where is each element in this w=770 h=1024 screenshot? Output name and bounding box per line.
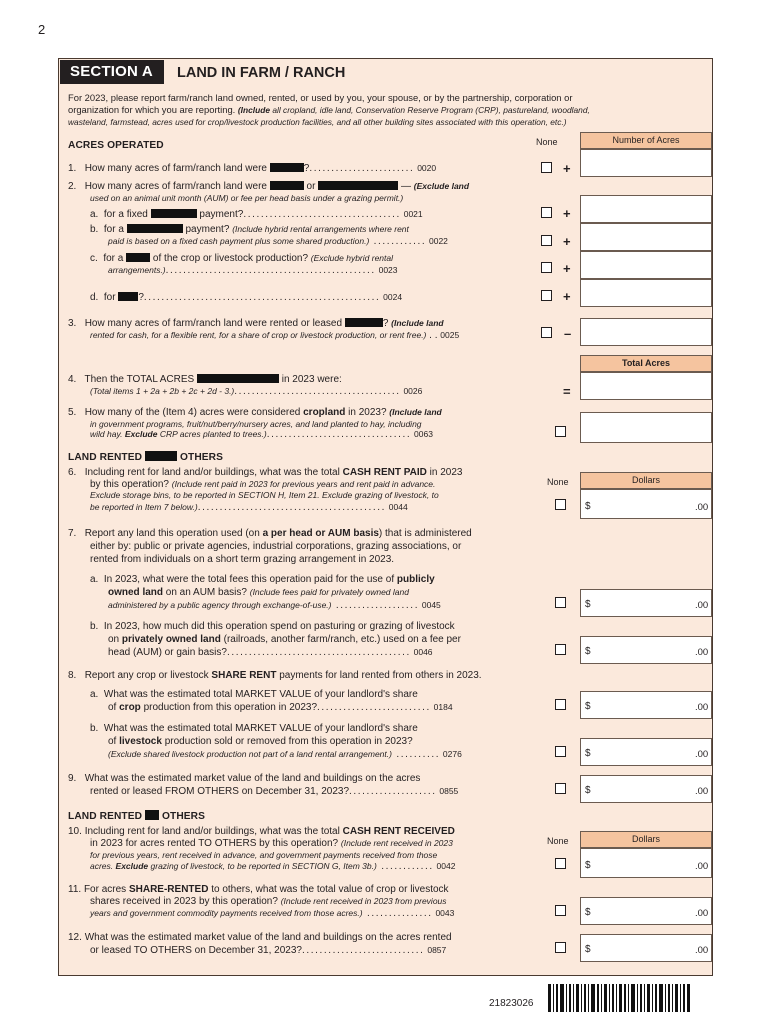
- q-text-c: in 2023?: [348, 407, 387, 418]
- q-num: 7.: [68, 528, 77, 539]
- q-line-2: (Total items 1 + 2a + 2b + 2c + 2d - 3.): [90, 386, 235, 396]
- cents: .00: [695, 749, 709, 760]
- redaction: [145, 810, 159, 820]
- q-num: d.: [90, 292, 99, 303]
- q-tail: in 2023 were:: [281, 374, 342, 385]
- q-line-2b: crop: [119, 702, 141, 713]
- question-10-line-4: acres. Exclude grazing of livestock, to be reported in SECTION G, Item 3b.) ............ 0042: [90, 861, 456, 872]
- dollar-sign: $: [585, 944, 591, 955]
- q-line-2c: (Include fees paid for privately owned land: [249, 587, 409, 597]
- redaction: [345, 318, 383, 327]
- rented-to-none-label: None: [547, 836, 569, 846]
- checkbox-0063[interactable]: [555, 426, 566, 437]
- q-text: What was the estimated market value of the land and buildings on the acres: [84, 773, 421, 784]
- dollars-input-0184[interactable]: [580, 691, 712, 719]
- acres-input-0021[interactable]: [580, 195, 712, 223]
- q-line-4c: grazing of livestock, to be reported in SECTION G, Item 3b.): [150, 861, 377, 871]
- plus-sign: +: [563, 289, 571, 304]
- redaction: [126, 253, 150, 262]
- q-tail: ?: [303, 163, 310, 174]
- redaction: [145, 451, 177, 461]
- none-checkbox-0025[interactable]: [541, 327, 552, 338]
- q-tail: ?: [138, 292, 144, 303]
- redaction: [270, 181, 304, 190]
- question-8b-line-3: (Exclude shared livestock production not part of a land rental arrangement.) .......... 0276: [108, 749, 462, 760]
- q-tail: of the crop or livestock production?: [152, 253, 309, 264]
- question-4: [68, 374, 342, 386]
- q-tail-italic: (Exclude hybrid rental: [310, 253, 394, 263]
- item-code: 0020: [417, 163, 437, 173]
- item-code: 0046: [413, 647, 433, 657]
- acres-operated-heading: ACRES OPERATED: [68, 140, 164, 151]
- q-line-2b: (Include rent paid in 2023 for previous years and rent paid in advance.: [171, 479, 436, 489]
- cents: .00: [695, 908, 709, 919]
- question-5: [68, 407, 442, 419]
- q-num: 6.: [68, 467, 77, 478]
- q-text-c: payments for land rented from others in 2023.: [279, 670, 482, 681]
- q-num: a.: [90, 689, 99, 700]
- q-text: For acres: [83, 884, 127, 895]
- item-code: 0063: [414, 429, 433, 439]
- q-text-c: in 2023: [429, 467, 463, 478]
- q-line-2b: on an AUM basis?: [165, 587, 247, 598]
- q-line-2a: owned land: [108, 587, 163, 598]
- cents: .00: [695, 647, 709, 658]
- intro-line-2: organization for which you are reporting.: [68, 103, 236, 115]
- q-num: b.: [90, 723, 99, 734]
- q-text: Then the TOTAL ACRES: [84, 374, 195, 385]
- q-text-c: to others, what was the total value of crop or livestock: [211, 884, 449, 895]
- q-num: 2.: [68, 181, 77, 192]
- q-num: b.: [90, 224, 99, 235]
- rented-to-dollars-header: Dollars: [580, 831, 712, 848]
- none-checkbox-0857[interactable]: [555, 942, 566, 953]
- dollar-sign: $: [585, 646, 591, 657]
- cents: .00: [695, 702, 709, 713]
- acres-input-0020[interactable]: [580, 149, 712, 177]
- q-line-2: or leased TO OTHERS on December 31, 2023?: [90, 945, 302, 956]
- none-checkbox-0022[interactable]: [541, 235, 552, 246]
- question-12-line-2: or leased TO OTHERS on December 31, 2023?............................ 0857: [90, 945, 447, 956]
- q-line-3: for previous years, rent received in advance, and government payments received from those: [90, 850, 438, 860]
- q-num: 4.: [68, 374, 77, 385]
- q-bold: SHARE-RENTED: [128, 884, 209, 895]
- cents: .00: [695, 945, 709, 956]
- plus-sign: +: [563, 234, 571, 249]
- question-2: [68, 181, 469, 193]
- acres-input-0063[interactable]: [580, 412, 712, 443]
- q-bold: a per head or AUM basis: [262, 528, 379, 539]
- none-checkbox-0020[interactable]: [541, 162, 552, 173]
- q-line-3: Exclude storage bins, to be reported in SECTION H, Item 21. Exclude grazing of livestock, to: [90, 490, 439, 500]
- q-line-4b: Exclude: [115, 861, 149, 871]
- plus-sign: +: [563, 161, 571, 176]
- q-line-3b: Exclude: [124, 429, 158, 439]
- acres-input-0022[interactable]: [580, 223, 712, 251]
- page-number: 2: [38, 22, 46, 37]
- question-2-line-2: [90, 193, 403, 205]
- q-num: a.: [90, 574, 99, 585]
- plus-sign: +: [563, 206, 571, 221]
- q-line-2: rented or leased FROM OTHERS on December 31, 2023?: [90, 786, 350, 797]
- q-num: 5.: [68, 407, 77, 418]
- item-code: 0042: [436, 861, 456, 871]
- question-12: [68, 932, 452, 944]
- item-code: 0023: [378, 265, 398, 275]
- question-10-line-2: [90, 838, 453, 850]
- redaction: [118, 292, 138, 301]
- question-9-line-2: rented or leased FROM OTHERS on December 31, 2023?.................... 0855: [90, 786, 459, 797]
- q-line-2a: shares received in 2023 by this operation?: [90, 896, 278, 907]
- none-checkbox-0855[interactable]: [555, 783, 566, 794]
- q-text: Including rent for land and/or buildings, what was the total: [84, 826, 340, 837]
- q-text-c: ) that is administered: [378, 528, 472, 539]
- none-checkbox-0042[interactable]: [555, 858, 566, 869]
- q-line-3: head (AUM) or gain basis?: [108, 647, 227, 658]
- q-line-2a: of: [108, 736, 117, 747]
- q-text: Including rent for land and/or buildings, what was the total: [84, 467, 340, 478]
- acres-input-0025[interactable]: [580, 318, 712, 346]
- question-7a-line-3: administered by a public agency through exchange-of-use.) ................... 0045: [108, 600, 441, 611]
- total-acres-header: Total Acres: [580, 355, 712, 372]
- q-line-2: paid is based on a fixed cash payment plus some shared production.): [108, 236, 370, 246]
- question-11: [68, 884, 449, 896]
- dollars-input-0276[interactable]: [580, 738, 712, 766]
- q-text: for: [103, 292, 116, 303]
- question-4-line-2: (Total items 1 + 2a + 2b + 2c + 2d - 3.)...................................... 0026: [90, 386, 423, 397]
- rented-from-none-label: None: [547, 477, 569, 487]
- form-id: 21823026: [489, 998, 534, 1009]
- question-7a-line-2: [108, 587, 409, 599]
- item-code: 0021: [403, 209, 423, 219]
- dollars-input-0855[interactable]: [580, 775, 712, 803]
- item-code: 0045: [421, 600, 441, 610]
- dollars-input-0042[interactable]: [580, 848, 712, 878]
- q-num: 9.: [68, 773, 77, 784]
- question-2b: [90, 224, 409, 236]
- dollars-input-0043[interactable]: [580, 897, 712, 925]
- item-code: 0022: [429, 236, 448, 246]
- q-tail: payment?: [199, 209, 244, 220]
- redaction: [151, 209, 197, 218]
- question-8a-line-2: of crop production from this operation in 2023?.......................... 0184: [108, 702, 453, 713]
- q-mid: or: [306, 181, 316, 192]
- redaction: [270, 163, 304, 172]
- q-line-3a: wild hay.: [90, 429, 123, 439]
- q-line-2a: by this operation?: [90, 479, 169, 490]
- dollars-input-0046[interactable]: [580, 636, 712, 664]
- intro-line-3: wasteland, farmstead, acres used for crop/livestock production facilities, and all other building sites associated with this operation, etc.): [68, 117, 567, 127]
- cents: .00: [695, 861, 709, 872]
- question-2b-line-2: paid is based on a fixed cash payment plus some shared production.) ............ 0022: [108, 236, 448, 247]
- q-bold: publicly: [396, 574, 435, 585]
- redaction: [127, 224, 183, 233]
- q-line-3: administered by a public agency through exchange-of-use.): [108, 600, 332, 610]
- question-1: 1. How many acres of farm/ranch land were ?........................ 0020: [68, 163, 437, 174]
- q-line-2b: privately owned land: [121, 634, 221, 645]
- q-line-2b: (Include rent received in 2023: [340, 838, 453, 848]
- q-text: What was the estimated market value of the land and buildings on the acres rented: [84, 932, 452, 943]
- q-tail-italic: (Exclude land: [413, 181, 470, 191]
- q-num: 12.: [68, 932, 82, 943]
- dollars-input-0045[interactable]: [580, 589, 712, 617]
- section-label: SECTION A: [60, 60, 164, 84]
- q-text: In 2023, how much did this operation spend on pasturing or grazing of livestock: [103, 621, 455, 632]
- q-line-2: arrangements.): [108, 265, 166, 275]
- item-code: 0024: [383, 292, 403, 302]
- q-line-2c: (railroads, another farm/ranch, etc.) used on a fee per: [223, 634, 461, 645]
- cents: .00: [695, 786, 709, 797]
- question-8a: [90, 689, 418, 701]
- question-6: [68, 467, 462, 479]
- none-checkbox-0021[interactable]: [541, 207, 552, 218]
- rented-from-dollars-header: Dollars: [580, 472, 712, 489]
- q-tail-italic: (Include land: [391, 318, 444, 328]
- q-bold: SHARE RENT: [211, 670, 277, 681]
- none-checkbox-0045[interactable]: [555, 597, 566, 608]
- question-10: [68, 826, 455, 838]
- question-2d: d. for ?...................................................... 0024: [90, 292, 403, 303]
- item-code: 0044: [388, 502, 408, 512]
- acres-none-label: None: [536, 137, 558, 147]
- q-num: b.: [90, 621, 99, 632]
- item-code: 0025: [440, 330, 460, 340]
- q-line-2: in government programs, fruit/nut/berry/nursery acres, and land planted to hay, including: [90, 419, 422, 429]
- q-line-3c: CRP acres planted to trees.): [159, 429, 267, 439]
- item-code: 0276: [442, 749, 462, 759]
- heading-b: OTHERS: [179, 452, 224, 463]
- minus-sign: –: [564, 326, 572, 341]
- q-text: How many acres of farm/ranch land were: [84, 181, 267, 192]
- question-2a: a. for a fixed payment?.................................... 0021: [90, 209, 423, 220]
- question-8: [68, 670, 482, 682]
- cents: .00: [695, 600, 709, 611]
- question-7b: [90, 621, 455, 633]
- q-text: How many acres of farm/ranch land were rented or leased: [84, 318, 343, 329]
- q-line-2a: on: [108, 634, 120, 645]
- cents: .00: [695, 502, 709, 513]
- dollar-sign: $: [585, 860, 591, 871]
- dollar-sign: $: [585, 748, 591, 759]
- heading-a: LAND RENTED: [68, 811, 143, 822]
- q-line-4a: acres.: [90, 861, 114, 871]
- intro-line-1: For 2023, please report farm/ranch land owned, rented, or used by you, your spouse, or by the partnership, corporation or: [68, 92, 573, 103]
- q-tail: —: [401, 181, 412, 192]
- q-text: How many acres of farm/ranch land were: [84, 163, 267, 174]
- q-text: What was the estimated total MARKET VALUE of your landlord's share: [103, 723, 418, 734]
- dollar-sign: $: [585, 599, 591, 610]
- q-tail-italic: (Include hybrid rental arrangements where rent: [232, 224, 409, 234]
- question-7: [68, 528, 472, 540]
- acres-input-0023[interactable]: [580, 251, 712, 279]
- q-line-2b: livestock: [119, 736, 162, 747]
- dollar-sign: $: [585, 701, 591, 712]
- q-text: for a fixed: [103, 209, 148, 220]
- q-line-2: rented for cash, for a flexible rent, for a share of crop or livestock production, or rent free.): [90, 330, 427, 340]
- question-8b: [90, 723, 418, 735]
- item-code: 0855: [439, 786, 459, 796]
- q-text: Report any land this operation used (on: [84, 528, 260, 539]
- q-num: c.: [90, 253, 98, 264]
- q-text: What was the estimated total MARKET VALUE of your landlord's share: [103, 689, 418, 700]
- question-7a: [90, 574, 435, 586]
- equals-sign: =: [563, 384, 571, 399]
- none-checkbox-0046[interactable]: [555, 644, 566, 655]
- question-7-line-3: rented from individuals on a short term grazing arrangement in 2023.: [90, 554, 395, 565]
- q-num: 10.: [68, 826, 82, 837]
- none-checkbox-0184[interactable]: [555, 699, 566, 710]
- question-8b-line-2: [108, 736, 413, 748]
- q-num: 11.: [68, 884, 82, 895]
- q-bold: CASH RENT PAID: [342, 467, 427, 478]
- q-text: How many of the (Item 4) acres were considered: [84, 407, 301, 418]
- none-checkbox-0044[interactable]: [555, 499, 566, 510]
- number-of-acres-header: Number of Acres: [580, 132, 712, 149]
- q-line-2: used on an animal unit month (AUM) or fee per head basis under a grazing permit.): [90, 193, 404, 203]
- q-text: Report any crop or livestock: [84, 670, 209, 681]
- none-checkbox-0043[interactable]: [555, 905, 566, 916]
- none-checkbox-0024[interactable]: [541, 290, 552, 301]
- question-3-line-2: rented for cash, for a flexible rent, for a share of crop or livestock production, or rent free.) . . 0025: [90, 330, 460, 341]
- question-2c: [90, 253, 393, 265]
- redaction: [197, 374, 279, 383]
- heading-a: LAND RENTED: [68, 452, 143, 463]
- redaction: [318, 181, 398, 190]
- question-2c-line-2: arrangements.)................................................ 0023: [108, 265, 398, 276]
- q-line-2b: (Include rent received in 2023 from previous: [280, 896, 447, 906]
- question-5-line-3: wild hay. Exclude CRP acres planted to trees.)................................. 0063: [90, 429, 433, 440]
- q-text: In 2023, what were the total fees this operation paid for the use of: [103, 574, 395, 585]
- question-6-line-2: [90, 479, 435, 491]
- question-3: [68, 318, 444, 330]
- section-intro: For 2023, please report farm/ranch land owned, rented, or used by you, your spouse, or by the partnership, corporation or organization for which you are reporting. (Include all cropland, idle land, Conservation Reserve Program (CRP), pastureland, woodland, wasteland, farmstead, acres used for crop/livestock production facilities, and all other building sites associated with this operation, etc.): [68, 92, 708, 129]
- question-10-line-3: [90, 850, 437, 862]
- q-num: a.: [90, 209, 99, 220]
- q-line-3: (Exclude shared livestock production not part of a land rental arrangement.): [108, 749, 392, 759]
- acres-input-0026[interactable]: [580, 372, 712, 400]
- dollars-input-0857[interactable]: [580, 934, 712, 962]
- q-num: 1.: [68, 163, 77, 174]
- plus-sign: +: [563, 261, 571, 276]
- q-text: for a: [103, 253, 124, 264]
- acres-input-0024[interactable]: [580, 279, 712, 307]
- question-9: [68, 773, 420, 785]
- q-tail: payment?: [185, 224, 230, 235]
- q-tail-italic: (Include land: [389, 407, 442, 417]
- question-11-line-3: years and government commodity payments received from those acres.) ............... 0043: [90, 908, 455, 919]
- question-11-line-2: [90, 896, 447, 908]
- dollars-input-0044[interactable]: [580, 489, 712, 519]
- question-6-line-3: [90, 490, 439, 502]
- q-bold: CASH RENT RECEIVED: [342, 826, 455, 837]
- dollar-sign: $: [585, 907, 591, 918]
- rented-from-heading: [68, 451, 223, 463]
- item-code: 0857: [427, 945, 447, 955]
- barcode: [548, 984, 692, 1012]
- q-line-2a: of: [108, 702, 117, 713]
- q-tail: ?: [382, 318, 389, 329]
- q-line-2c: production from this operation in 2023?: [143, 702, 318, 713]
- q-bold: cropland: [303, 407, 346, 418]
- none-checkbox-0276[interactable]: [555, 746, 566, 757]
- q-num: 8.: [68, 670, 77, 681]
- section-title: LAND IN FARM / RANCH: [177, 65, 346, 81]
- q-line-3: years and government commodity payments received from those acres.): [90, 908, 363, 918]
- question-7b-line-2: [108, 634, 461, 646]
- question-7-line-2: either by: public or private agencies, industrial corporations, grazing associations, or: [90, 541, 462, 552]
- question-7b-line-3: head (AUM) or gain basis?.......................................... 0046: [108, 647, 433, 658]
- item-code: 0043: [435, 908, 455, 918]
- q-num: 3.: [68, 318, 77, 329]
- rented-to-heading: [68, 810, 205, 822]
- heading-b: OTHERS: [161, 811, 206, 822]
- none-checkbox-0023[interactable]: [541, 262, 552, 273]
- q-line-2c: production sold or removed from this operation in 2023?: [164, 736, 413, 747]
- question-6-line-4: be reported in Item 7 below.)........................................... 0044: [90, 502, 408, 513]
- q-text: for a: [103, 224, 124, 235]
- dollar-sign: $: [585, 785, 591, 796]
- q-line-2a: in 2023 for acres rented TO OTHERS by this operation?: [90, 838, 339, 849]
- dollar-sign: $: [585, 501, 591, 512]
- q-line-4: be reported in Item 7 below.): [90, 502, 198, 512]
- item-code: 0184: [433, 702, 453, 712]
- item-code: 0026: [403, 386, 423, 396]
